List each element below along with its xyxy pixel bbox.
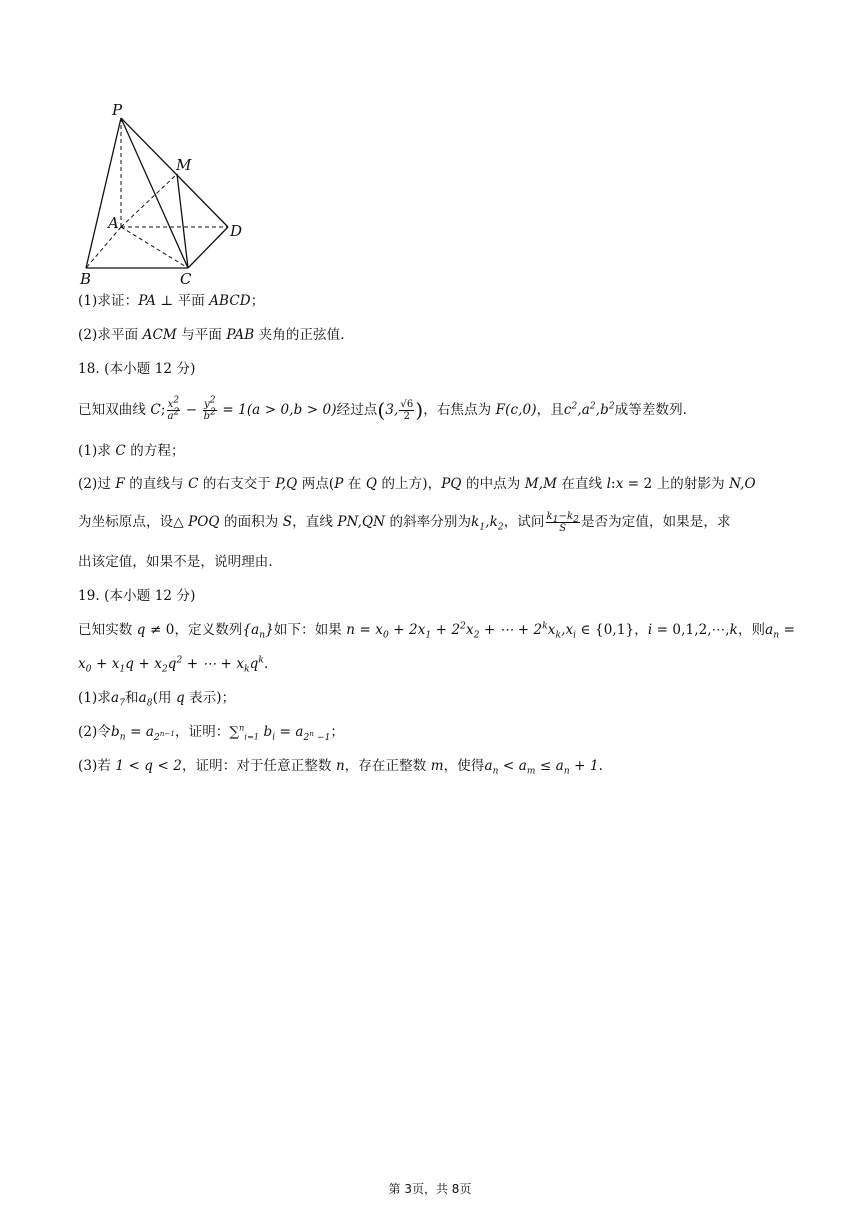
q19-p1-c: (用 (152, 690, 176, 706)
q18-p2-h: 在直线 (557, 476, 607, 492)
edge-PB (86, 118, 121, 268)
q18-part2-line2: 为坐标原点，设△ POQ 的面积为 S，直线 PN,QN 的斜率分别为$k_1,k_2$，试问 $\frac{k_1-k_2}{S}$ 是否为定值，如果是，求 (78, 511, 731, 534)
q17-part2-plane-a: ACM (142, 327, 177, 343)
q19-p1-d: 表示)； (184, 690, 236, 706)
q18-point: 3, (385, 402, 399, 418)
q18-part1 (78, 441, 185, 461)
q18-part2-line1: (2)过 F 的直线与 C 的右支交于 P,Q 两点(P 在 Q 的上方)，PQ 的中点为 M,M 在直线 l:x = 2 上的射影为 N,O (78, 476, 756, 492)
q18-frac-x: $\frac{x^2}{a^2}$ (167, 395, 180, 422)
q18-part1-curve: C (115, 443, 126, 459)
page-footer: 第 3页，共 8页 (388, 1182, 472, 1196)
q17-part1-math: PA ⊥ (138, 293, 178, 309)
q18-p2-b: 的直线与 (124, 476, 189, 492)
q19-p1-a: (1)求 (78, 690, 112, 706)
label-C: C (180, 270, 192, 288)
label-B: B (80, 270, 92, 288)
q19-p2-b: ，证明： (175, 724, 230, 740)
q18-frac-sqrt6: $\frac{√6}{2}$ (400, 399, 414, 422)
q18-frac-k: $\frac{k_1-k_2}{S}$ (546, 511, 579, 534)
label-A: A (108, 214, 119, 232)
q18-p2-l2-c: ，直线 (292, 514, 338, 530)
q19-p2-end: ； (330, 724, 345, 740)
q19-header: 19. (本小题 12 分) (78, 588, 196, 604)
q18-p2-l2-f: 是否为定值，如果是，求 (580, 514, 731, 530)
q18-p2-e: 在 (343, 476, 366, 492)
q18-part2-line3: 出该定值，如果不是，说明理由. (78, 554, 273, 570)
q17-part2-mid: 与平面 (176, 327, 227, 343)
q18-p2-d: 两点( (297, 476, 335, 492)
q18-curve-name: C (150, 402, 161, 418)
q19-p3-d: ，使得 (443, 758, 485, 774)
edge-MC (177, 174, 188, 268)
q18-statement: 已知双曲线 C; $\frac{x^2}{a^2}$ − $\frac{y^2}{b^2}$ = 1(a > 0,b > 0)经过点(3, $\frac{√6}{2}$ )，右焦点为 F(c,0)，且$c^2,a^2,b^2$成等差数列. (78, 395, 688, 422)
edge-PC (121, 118, 188, 268)
q18-text-f: 成等差数列. (614, 402, 688, 418)
q17-part1-plane: ABCD (209, 293, 251, 309)
q18-p2-a: (2)过 (78, 476, 116, 492)
q18-p2-l2-a: 为坐标原点，设△ (78, 514, 189, 530)
pyramid-figure (78, 98, 258, 288)
q19-l1-b: ，定义数列 (174, 622, 243, 638)
q19-part2: (2)令$b_n = a_{2^{n-1}}$，证明：∑$^n_{i=1}$ $b_i = a_{2^n -1}$； (78, 723, 345, 743)
label-D: D (230, 222, 243, 240)
q19-p3-b: ，证明：对于任意正整数 (181, 758, 336, 774)
edge-CD (188, 227, 228, 268)
q19-l1-c: 如下：如果 (273, 622, 347, 638)
q18-p2-l2-d: 的斜率分别为 (385, 514, 472, 530)
q18-frac-y: $\frac{y^2}{b^2}$ (203, 395, 216, 422)
q17-part1 (78, 291, 264, 311)
q19-p3-end: . (598, 758, 604, 774)
q18-focus: F(c,0) (495, 402, 537, 418)
q17-part1-mid: 平面 (177, 293, 210, 309)
q19-p2-a: (2)令 (78, 724, 112, 740)
q19-part1: (1)求$a_7$和$a_8$(用 q 表示)； (78, 690, 236, 709)
q18-p2-l2-b: 的面积为 (219, 514, 283, 530)
q18-header: 18. (本小题 12 分) (78, 361, 196, 377)
q17-part2-end: 夹角的正弦值. (254, 327, 345, 343)
q18-p2-f: 的上方)， (377, 476, 442, 492)
edge-PD (121, 118, 228, 227)
edge-AC (121, 227, 188, 268)
q18-eq-tail: = 1(a > 0,b > 0) (217, 402, 337, 418)
q18-p2-i: 上的射影为 (652, 476, 730, 492)
q18-p2-l2-e: ，试问 (503, 514, 545, 530)
q18-text-a: 已知双曲线 (78, 402, 151, 418)
q18-text-b: 经过点 (336, 402, 378, 418)
q19-p3-c: ，存在正整数 (344, 758, 431, 774)
q19-p1-b: 和 (125, 690, 139, 706)
q19-statement-line1: 已知实数 q ≠ 0，定义数列$\{a_n\}$如下：如果 $n = x_0 + 2x_1 + 2^2x_2$ + ⋯ + $2^kx_k,x_i$ ∈ {0,1}，i = 0,1,2,⋯,k，则$a_n$ = (78, 621, 796, 641)
q17-part2 (78, 325, 345, 345)
q19-l1-a: 已知实数 (78, 622, 137, 638)
q18-part1-end: 的方程； (125, 443, 185, 459)
label-P: P (112, 101, 123, 119)
q19-p3-a: (3)若 (78, 758, 116, 774)
q19-part3: (3)若 1 < q < 2，证明：对于任意正整数 n，存在正整数 m，使得$a_n < a_m \le a_n + 1$. (78, 758, 604, 777)
q18-text-d: ，右焦点为 (423, 402, 496, 418)
q17-part2-plane-b: PAB (226, 327, 255, 343)
q18-text-e: ，且 (536, 402, 564, 418)
q17-part2-prefix: (2)求平面 (78, 327, 143, 343)
q18-p2-c: 的右支交于 (198, 476, 276, 492)
q19-l1-d: ，则 (737, 622, 766, 638)
q17-part1-prefix: (1)求证： (78, 293, 139, 309)
q19-statement-line2: $x_0 + x_1q + x_2q^2$ + ⋯ + $x_kq^k$. (78, 655, 269, 675)
q17-part1-end: ； (250, 293, 265, 309)
q18-part1-prefix: (1)求 (78, 443, 116, 459)
q18-p2-g: 的中点为 (461, 476, 525, 492)
label-M: M (176, 156, 192, 174)
